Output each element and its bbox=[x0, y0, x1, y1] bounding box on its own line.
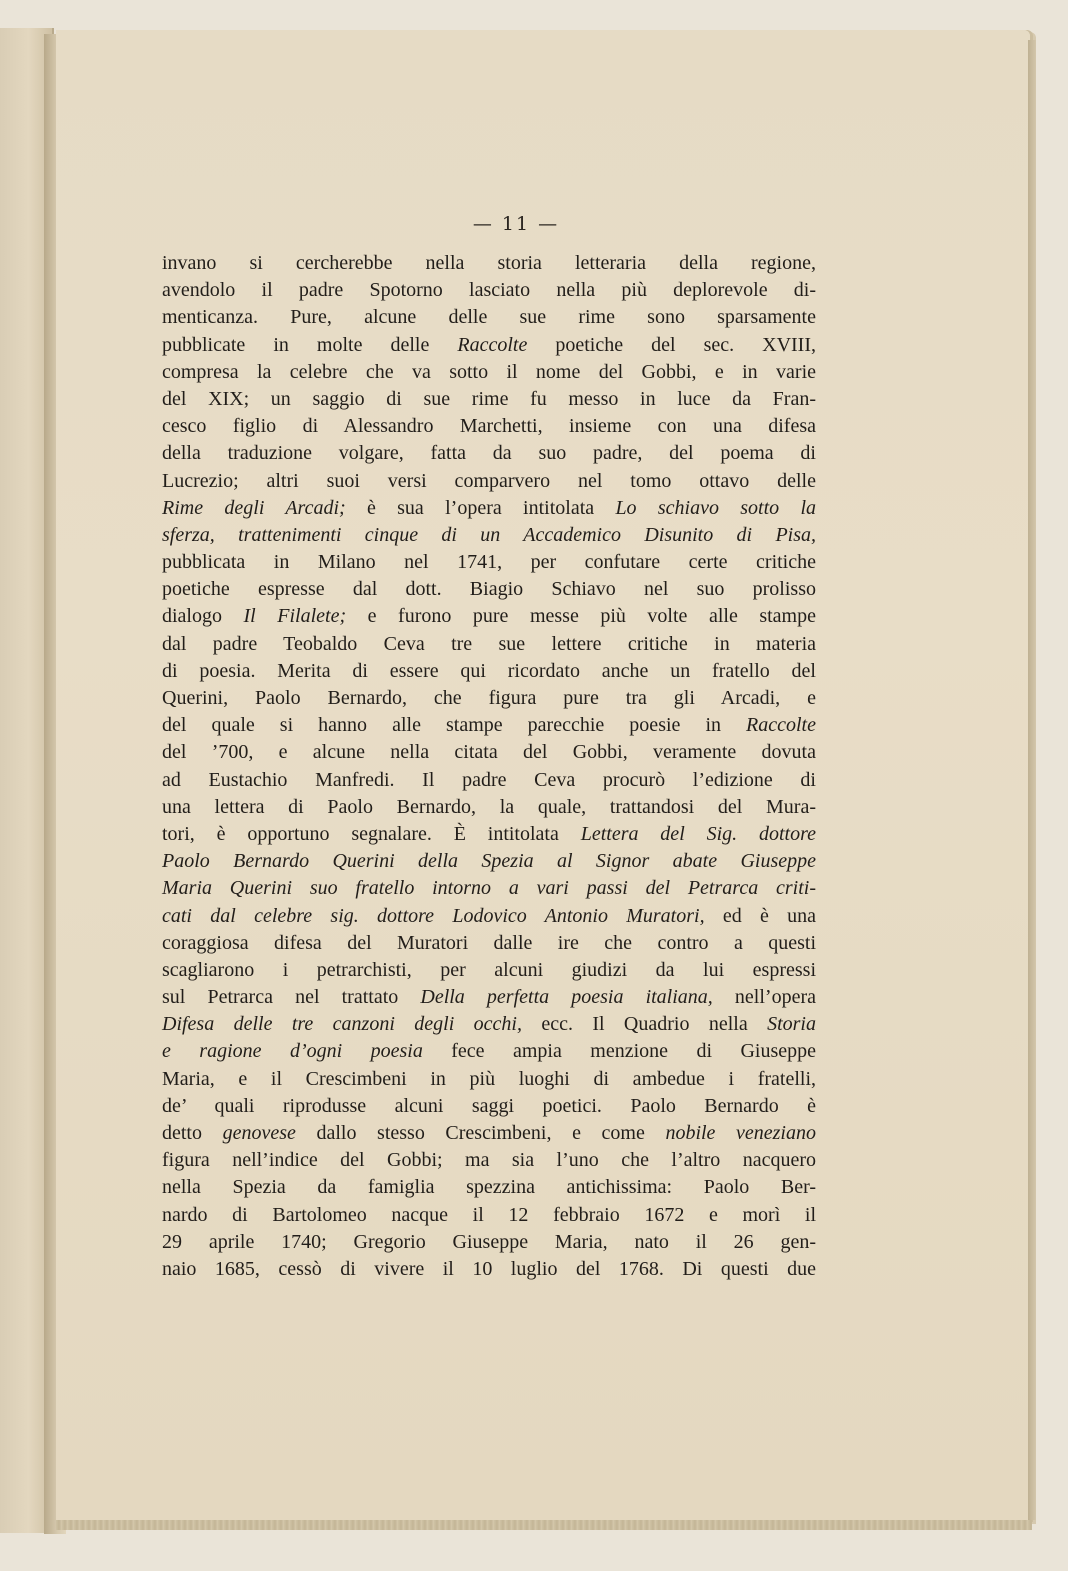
text-segment: di poesia. Merita di essere qui ricordato anche un fratello del bbox=[162, 659, 816, 682]
text-segment: tori, è opportuno segnalare. È intitolata bbox=[162, 822, 581, 845]
text-line bbox=[162, 1011, 816, 1038]
text-line bbox=[162, 767, 816, 794]
italic-title-text: Lo schiavo sotto la bbox=[615, 496, 817, 519]
book-page bbox=[56, 30, 1030, 1522]
text-segment: poetiche espresse dal dott. Biagio Schiavo nel suo prolisso bbox=[162, 578, 816, 601]
text-line bbox=[162, 468, 816, 495]
text-segment: e furono pure messe più volte alle stampe bbox=[346, 605, 816, 628]
italic-title-text: Difesa delle tre canzoni degli occhi, bbox=[162, 1013, 522, 1036]
page-number: — 11 — bbox=[472, 213, 560, 235]
text-line bbox=[162, 1093, 816, 1120]
text-line bbox=[162, 304, 816, 331]
text-line bbox=[162, 250, 816, 277]
text-segment: cesco figlio di Alessandro Marchetti, insieme con una difesa bbox=[162, 415, 816, 438]
text-line bbox=[162, 359, 816, 386]
text-segment: è sua l’opera intitolata bbox=[345, 496, 616, 519]
text-line bbox=[162, 277, 816, 304]
italic-title-text: Rime degli Arcadi; bbox=[162, 496, 346, 519]
text-segment: nell’opera bbox=[712, 986, 816, 1009]
text-line bbox=[162, 549, 816, 576]
text-line bbox=[162, 957, 816, 984]
text-segment: invano si cercherebbe nella storia letteraria della regione, bbox=[162, 252, 816, 274]
text-segment: ecc. Il Quadrio nella bbox=[521, 1013, 768, 1036]
text-line bbox=[162, 821, 816, 848]
text-segment: nardo di Bartolomeo nacque il 12 febbraio 1672 e morì il bbox=[162, 1203, 816, 1226]
text-line bbox=[162, 930, 816, 957]
text-segment: del XIX; un saggio di sue rime fu messo in luce da Fran- bbox=[162, 387, 816, 410]
text-line bbox=[162, 440, 816, 467]
text-segment: dallo stesso Crescimbeni, e come bbox=[295, 1122, 666, 1144]
italic-title-text: Il Filalete; bbox=[243, 605, 347, 628]
text-line bbox=[162, 1120, 816, 1147]
text-line bbox=[162, 739, 816, 766]
text-line bbox=[162, 984, 816, 1011]
text-segment: compresa la celebre che va sotto il nome del Gobbi, e in varie bbox=[162, 360, 816, 383]
text-segment: nella Spezia da famiglia spezzina antichissima: Paolo Ber- bbox=[162, 1176, 816, 1199]
italic-title-text: nobile veneziano bbox=[665, 1122, 816, 1144]
text-line bbox=[162, 332, 816, 359]
italic-title-text: Lettera del Sig. dottore bbox=[580, 822, 817, 845]
body-text bbox=[162, 250, 816, 1283]
text-segment: detto bbox=[162, 1122, 223, 1144]
text-segment: avendolo il padre Spotorno lasciato nella più deplorevole di- bbox=[162, 279, 816, 302]
italic-title-text: e ragione d’ogni poesia bbox=[162, 1040, 423, 1063]
text-line bbox=[162, 685, 816, 712]
text-line bbox=[162, 848, 816, 875]
text-segment: scagliarono i petrarchisti, per alcuni giudizi da lui espressi bbox=[162, 958, 816, 981]
text-segment: fece ampia menzione di Giuseppe bbox=[422, 1040, 816, 1063]
italic-title-text: sferza, trattenimenti cinque di un Accademico Disunito di Pisa, bbox=[162, 523, 816, 546]
text-line bbox=[162, 658, 816, 685]
text-segment: 29 aprile 1740; Gregorio Giuseppe Maria, nato il 26 gen- bbox=[162, 1230, 816, 1253]
text-segment: ad Eustachio Manfredi. Il padre Ceva procurò l’edizione di bbox=[162, 768, 816, 791]
text-segment: menticanza. Pure, alcune delle sue rime sono sparsamente bbox=[162, 306, 816, 329]
italic-title-text: Raccolte bbox=[457, 333, 528, 356]
text-line bbox=[162, 1147, 816, 1174]
text-line bbox=[162, 712, 816, 739]
text-line bbox=[162, 903, 816, 930]
text-segment: poetiche del sec. XVIII, bbox=[527, 333, 816, 356]
italic-title-text: cati dal celebre sig. dottore Lodovico Antonio Muratori, bbox=[162, 904, 705, 927]
italic-title-text: Paolo Bernardo Querini della Spezia al Signor abate Giuseppe bbox=[162, 850, 816, 873]
text-segment: sul Petrarca nel trattato bbox=[162, 986, 421, 1009]
text-line bbox=[162, 875, 816, 902]
text-segment: dal padre Teobaldo Ceva tre sue lettere critiche in materia bbox=[162, 632, 816, 655]
page-bottom-edge bbox=[56, 1520, 1032, 1530]
text-line bbox=[162, 794, 816, 821]
text-segment: Querini, Paolo Bernardo, che figura pure tra gli Arcadi, e bbox=[162, 687, 816, 709]
text-segment: del ’700, e alcune nella citata del Gobbi, veramente dovuta bbox=[162, 741, 816, 764]
text-line bbox=[162, 1256, 816, 1283]
text-line bbox=[162, 413, 816, 440]
text-line bbox=[162, 631, 816, 658]
text-line bbox=[162, 576, 816, 603]
page-stack-edge bbox=[1028, 40, 1036, 1520]
text-segment: pubblicate in molte delle bbox=[162, 333, 458, 356]
text-segment: figura nell’indice del Gobbi; ma sia l’uno che l’altro nacquero bbox=[162, 1149, 816, 1172]
text-segment: una lettera di Paolo Bernardo, la quale, trattandosi del Mura- bbox=[162, 795, 816, 818]
text-segment: della traduzione volgare, fatta da suo padre, del poema di bbox=[162, 442, 816, 465]
italic-title-text: genovese bbox=[222, 1122, 296, 1144]
text-line bbox=[162, 1038, 816, 1065]
text-segment: de’ quali riprodusse alcuni saggi poetici. Paolo Bernardo è bbox=[162, 1094, 816, 1117]
italic-title-text: Storia bbox=[767, 1013, 816, 1036]
text-line bbox=[162, 1066, 816, 1093]
text-segment: pubblicata in Milano nel 1741, per confutare certe critiche bbox=[162, 551, 816, 574]
text-line bbox=[162, 1202, 816, 1229]
text-line bbox=[162, 603, 816, 630]
text-segment: naio 1685, cessò di vivere il 10 luglio del 1768. Di questi due bbox=[162, 1257, 816, 1280]
text-line bbox=[162, 1229, 816, 1256]
text-line bbox=[162, 1174, 816, 1201]
text-segment: Maria, e il Crescimbeni in più luoghi di ambedue i fratelli, bbox=[162, 1067, 816, 1090]
italic-title-text: Maria Querini suo fratello intorno a vari passi del Petrarca criti- bbox=[162, 877, 816, 900]
text-line bbox=[162, 386, 816, 413]
italic-title-text: Della perfetta poesia italiana, bbox=[420, 986, 713, 1009]
text-segment: dialogo bbox=[162, 605, 244, 628]
text-line bbox=[162, 522, 816, 549]
italic-title-text: Raccolte bbox=[746, 714, 816, 737]
text-segment: ed è una bbox=[704, 904, 817, 927]
text-segment: Lucrezio; altri suoi versi comparvero nel tomo ottavo delle bbox=[162, 469, 816, 492]
text-line bbox=[162, 495, 816, 522]
text-segment: coraggiosa difesa del Muratori dalle ire che contro a questi bbox=[162, 931, 816, 954]
text-segment: del quale si hanno alle stampe parecchie poesie in bbox=[162, 714, 747, 737]
